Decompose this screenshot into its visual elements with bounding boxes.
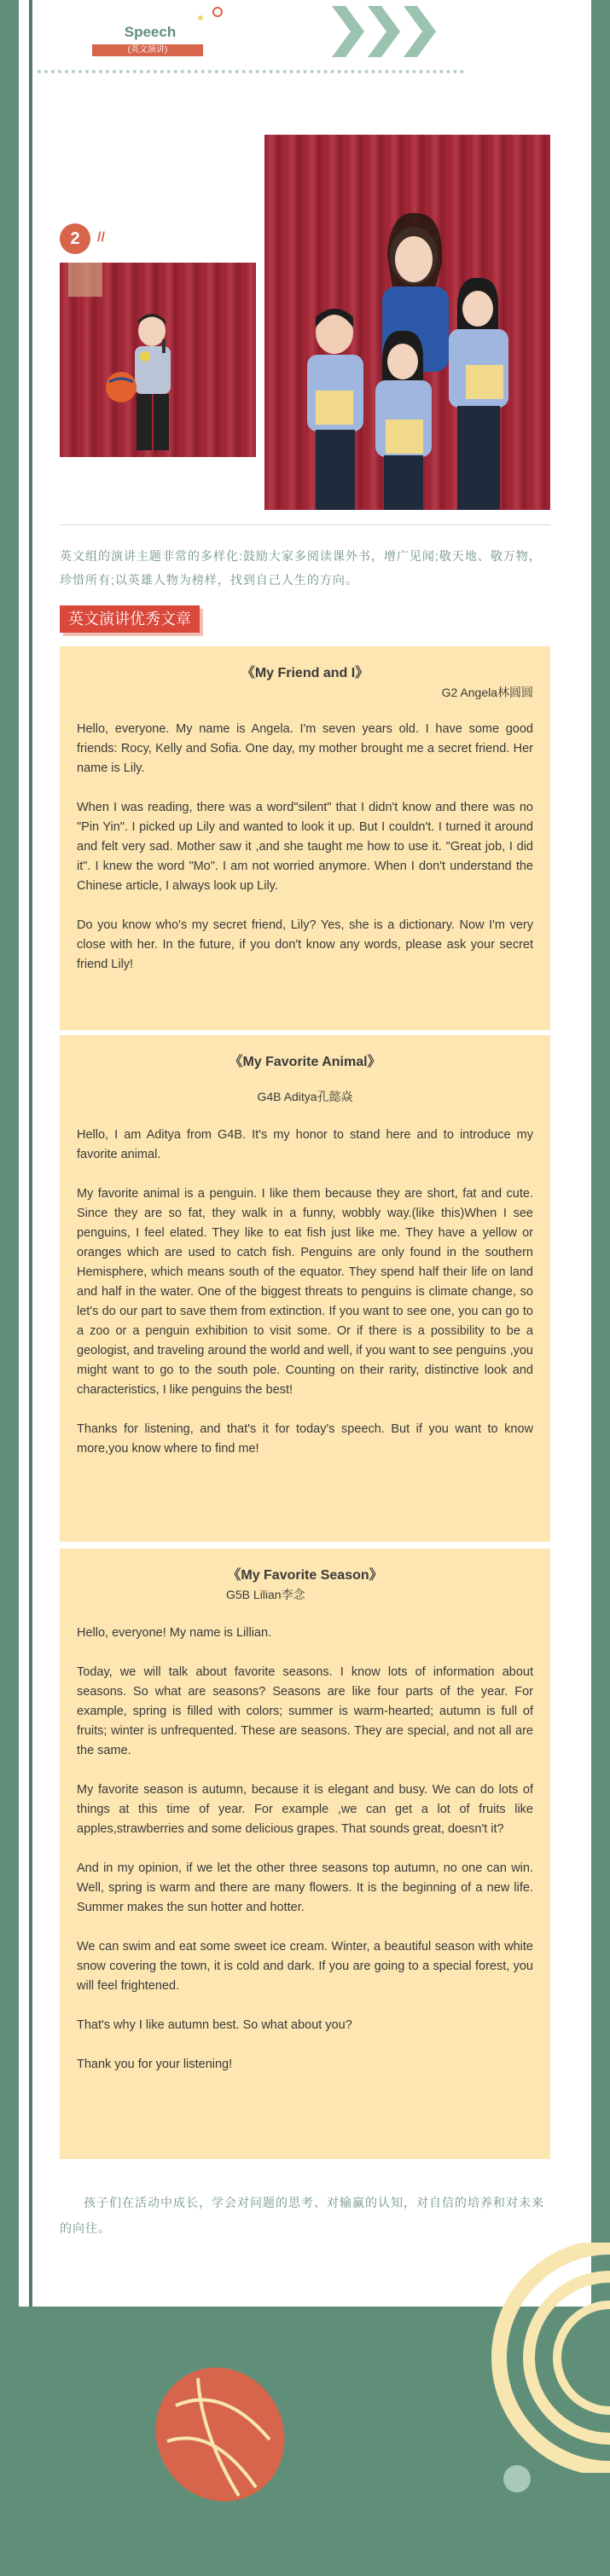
article-paragraph: And in my opinion, if we let the other three seasons top autumn, no one can win. Well, spring is warm and there are many flowers. It is the beginning of a new life. Summer makes the sun hotter and hotter. xyxy=(77,1861,533,1914)
article-title: 《My Friend and I》 xyxy=(241,666,369,680)
photo-students-with-teacher xyxy=(264,135,550,510)
chevron-arrows-icon xyxy=(332,3,443,60)
article-card-friend xyxy=(60,646,550,1030)
speech-title: Speech xyxy=(124,24,177,40)
article-paragraph: Thanks for listening, and that's it for today's speech. But if you want to know more,you know where to find me! xyxy=(77,1422,533,1456)
article-paragraph: When I was reading, there was a word"silent" that I didn't know and there was no "Pin Yin". I picked up Lily and wanted to look it up. But I couldn't. I turned it around and felt very sad. Mother saw it ,and she taught me how to use it. "Great job, I did it". I knew the word "Mo". I am not worried anymore. When I don't understand the Chinese article, I always look up Lily. xyxy=(77,801,533,893)
article-paragraph: Hello, I am Aditya from G4B. It's my honor to stand here and to introduce my favorite animal. xyxy=(77,1128,533,1161)
article-paragraph: We can swim and eat some sweet ice cream. Winter, a beautiful season with white snow covering the town, it is cold and dark. If you are going to a special forest, you will feel frightened. xyxy=(77,1940,533,1993)
dotted-divider xyxy=(38,70,464,73)
concentric-rings-icon xyxy=(478,2243,610,2473)
article-author: G5B Lilian李念 xyxy=(226,1588,305,1601)
horizontal-divider xyxy=(60,524,550,525)
article-paragraph: Do you know who's my secret friend, Lily? Yes, she is a dictionary. Now I'm very close with her. In the future, if you don't know any words, please ask your secret friend Lily! xyxy=(77,918,533,971)
outro-text: 孩子们在活动中成长，学会对问题的思考、对输赢的认知，对自信的培养和对未来的向往。 xyxy=(60,2196,544,2235)
article-paragraph: Hello, everyone. My name is Angela. I'm seven years old. I have some good friends: Rocy, Kelly and Sofia. One day, my mother brought me a secret friend. Her name is Lily. xyxy=(77,722,533,775)
left-frame-border xyxy=(0,0,19,2576)
left-inner-line xyxy=(29,0,32,2307)
article-paragraph: My favorite season is autumn, because it is elegant and busy. We can do lots of things at this time of year. For example ,we can get a lot of fruits like apples,strawberries and some delicious grapes. That sounds great, doesn't it? xyxy=(77,1783,533,1836)
article-author: G2 Angela林圆圆 xyxy=(441,686,533,699)
circle-decoration-icon xyxy=(212,7,223,17)
photo-boy-speaking xyxy=(60,263,256,457)
article-paragraph: That's why I like autumn best. So what about you? xyxy=(77,2018,352,2032)
boy-with-microphone-illustration xyxy=(60,263,256,457)
section-number-badge: 2 xyxy=(60,223,90,254)
right-frame-border xyxy=(591,0,610,2576)
article-title: 《My Favorite Season》 xyxy=(227,1568,383,1583)
students-group-illustration xyxy=(264,135,550,510)
section-number-slash: // xyxy=(97,230,105,245)
intro-text: 英文组的演讲主题非常的多样化:鼓励大家多阅读课外书，增广见闻;敬天地、敬万物，珍惜所有;以英雄人物为榜样，找到自己人生的方向。 xyxy=(60,549,542,587)
article-title: 《My Favorite Animal》 xyxy=(229,1055,381,1069)
right-inner-line xyxy=(588,0,591,2307)
header xyxy=(29,0,584,85)
article-paragraph: Hello, everyone! My name is Lillian. xyxy=(77,1626,272,1640)
article-paragraph: Thank you for your listening! xyxy=(77,2058,233,2071)
article-paragraph: Today, we will talk about favorite seasons. I know lots of information about seasons. So what are seasons? Seasons are like four parts of the year. For example, spring is filled with colors; summer is warm-hearted; autumn is full of fruits; winter is unfrequented. These are seasons. They are special, and not all are the same. xyxy=(77,1665,533,1757)
section-tag: 英文演讲优秀文章 xyxy=(60,605,200,633)
article-card-season xyxy=(60,1548,550,2159)
speech-subtitle: (英文演讲) xyxy=(92,44,203,56)
dot-decoration-icon xyxy=(198,15,203,20)
article-card-animal xyxy=(60,1035,550,1542)
article-paragraph: My favorite animal is a penguin. I like them because they are short, fat and cute. Since they are so fat, they walk in a funny, wobbly way.(like this)When I see penguins, I feel elated. They like to eat fish just like me. They have a yellow or oranges which are used to catch fish. Penguins are only found in the southern Hemisphere, which means south of the equator. They spend half their life on land and half in the water. One of the biggest threats to penguins is climate change, so let's do our part to save them from extinction. If you want to see one, you can go to a zoo or a penguin exhibition to visit some. Or if there is a possibility to be a geologist, and traveling around the world and well, if you want to see penguins ,you might want to go to the south pole. Counting on their rarity, distinctive look and characteristics, I like penguins the best! xyxy=(77,1187,533,1397)
article-author: G4B Aditya孔懿焱 xyxy=(257,1090,353,1103)
